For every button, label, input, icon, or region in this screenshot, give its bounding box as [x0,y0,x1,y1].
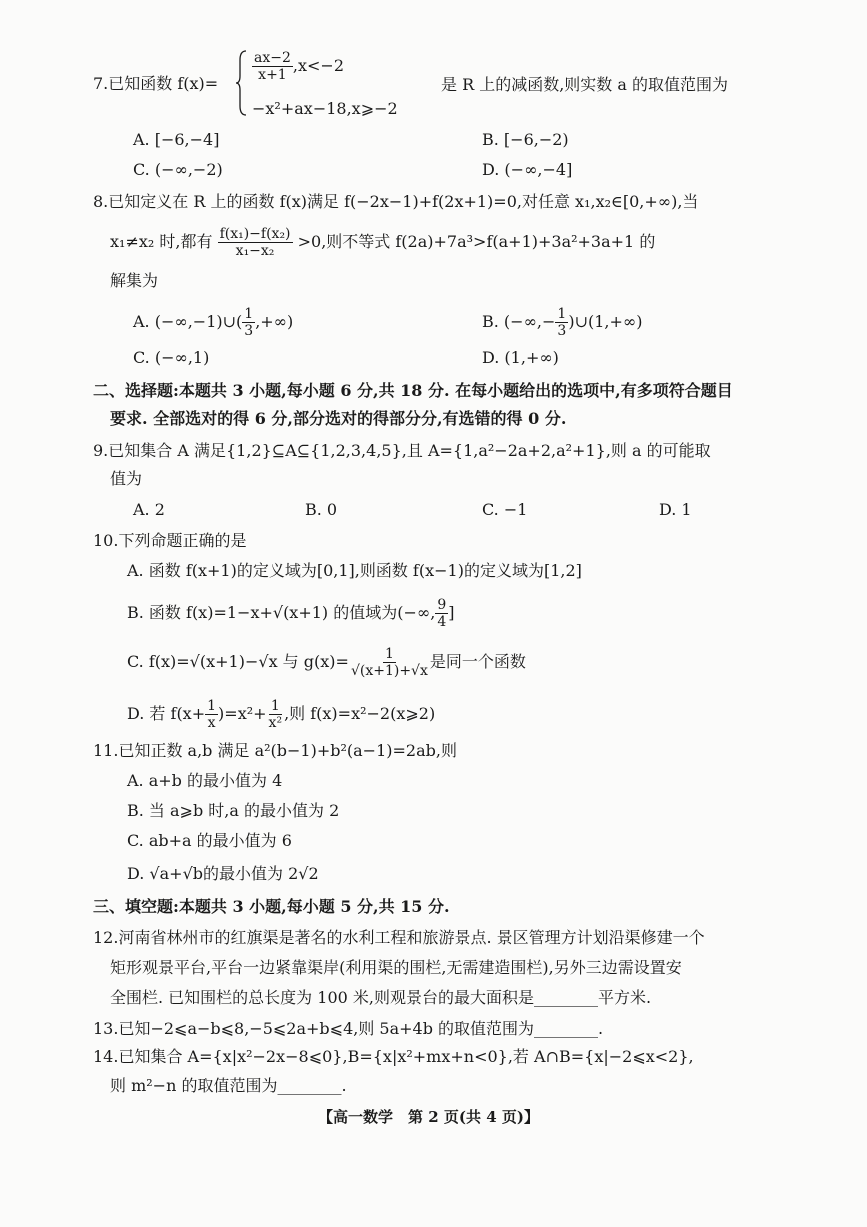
q7-option-a: A. [−6,−4] [133,130,220,149]
q10-d-denominator-1: x [207,715,216,732]
q8-option-b [482,306,642,339]
q10-stem: 10.下列命题正确的是 [93,531,247,550]
q12-line-2: 矩形观景平台,平台一边紧靠渠岸(利用渠的围栏,无需建造围栏),另外三边需设置安 [110,958,682,977]
q7-option-b: B. [−6,−2) [482,130,569,149]
q8-option-a-post: ,+∞) [255,312,294,332]
q10-option-b [127,597,454,630]
q8-option-a [133,306,293,339]
q8-option-b-fraction [555,306,568,339]
q8-option-c: C. (−∞,1) [133,348,210,367]
q10-option-d-post: ,则 f(x)=x²−2(x⩾2) [284,704,436,724]
q9-option-a: A. 2 [133,500,165,519]
q8-fraction-numerator: f(x₁)−f(x₂) [219,226,291,242]
q8-b-numerator: 1 [557,306,567,322]
q8-option-b-post: )∪(1,+∞) [568,312,643,332]
q8-line-2-post: >0,则不等式 f(2a)+7a³>f(a+1)+3a²+3a+1 的 [297,232,656,252]
section-2-line-2: 要求. 全部选对的得 6 分,部分选对的得部分分,有选错的得 0 分. [110,409,567,428]
q11-option-a: A. a+b 的最小值为 4 [127,771,283,790]
q11-stem: 11.已知正数 a,b 满足 a²(b−1)+b²(a−1)=2ab,则 [93,741,457,760]
left-brace-icon [235,50,247,116]
q10-option-d [127,698,435,731]
q8-option-a-fraction [242,306,255,339]
page-footer: 【高一数学 第 2 页(共 4 页)】 [318,1108,539,1126]
q8-line-1: 8.已知定义在 R 上的函数 f(x)满足 f(−2x−1)+f(2x+1)=0,对任意 x₁,x₂∈[0,+∞),当 [93,192,699,211]
q10-option-b-pre: B. 函数 f(x)=1−x+√(x+1) 的值域为(−∞, [127,603,436,623]
q10-option-b-post: ] [448,603,455,623]
q10-option-c [127,646,526,679]
q8-b-denominator: 3 [557,323,567,340]
q8-a-denominator: 3 [244,323,254,340]
section-2-line-1: 二、选择题:本题共 3 小题,每小题 6 分,共 18 分. 在每小题给出的选项中,有多项符合题目 [93,381,733,400]
q10-c-denominator: √(x+1)+√x [350,663,428,680]
q7-case1-condition: ,x<−2 [292,56,344,76]
q10-d-numerator-2: 1 [270,698,280,714]
q8-a-numerator: 1 [244,306,254,322]
q10-b-denominator: 4 [437,614,447,631]
q10-c-numerator: 1 [384,646,394,662]
q7-case2: −x²+ax−18,x⩾−2 [252,99,398,118]
q14-line-1: 14.已知集合 A={x|x²−2x−8⩽0},B={x|x²+mx+n<0},若 A∩B={x|−2⩽x<2}, [93,1047,694,1066]
q7-stem-start: 7.已知函数 f(x)= [93,74,219,93]
q12-line-3: 全围栏. 已知围栏的总长度为 100 米,则观景台的最大面积是________平方米. [110,988,652,1007]
q10-option-c-pre: C. f(x)=√(x+1)−√x 与 g(x)= [127,652,349,672]
q10-d-numerator-1: 1 [207,698,217,714]
q11-option-d: D. √a+√b的最小值为 2√2 [127,864,319,883]
q10-option-a: A. 函数 f(x+1)的定义域为[0,1],则函数 f(x−1)的定义域为[1,2] [127,561,582,580]
section-3-header: 三、填空题:本题共 3 小题,每小题 5 分,共 15 分. [93,897,450,916]
q8-option-d: D. (1,+∞) [482,348,559,367]
q12-line-1: 12.河南省林州市的红旗渠是著名的水利工程和旅游景点. 景区管理方计划沿渠修建一个 [93,928,705,947]
q8-option-a-pre: A. (−∞,−1)∪( [133,312,243,332]
q8-fraction-denominator: x₁−x₂ [235,243,275,260]
q10-option-d-mid: )=x²+ [218,704,267,724]
q10-c-fraction [349,646,430,679]
question-13: 13.已知−2⩽a−b⩽8,−5⩽2a+b⩽4,则 5a+4b 的取值范围为________. [93,1019,604,1038]
q9-option-c: C. −1 [482,500,528,519]
q9-line-2: 值为 [110,469,143,488]
q8-line-2 [110,226,655,259]
q10-d-denominator-2: x² [268,715,283,732]
q7-option-d: D. (−∞,−4] [482,160,573,179]
q8-fraction [218,226,293,259]
q11-option-c: C. ab+a 的最小值为 6 [127,831,292,850]
q7-case1-numerator: ax−2 [254,50,291,66]
q7-stem-end: 是 R 上的减函数,则实数 a 的取值范围为 [441,75,729,94]
q10-d-fraction-2 [267,698,285,731]
q9-option-b: B. 0 [305,500,338,519]
q9-option-d: D. 1 [659,500,692,519]
q11-option-b: B. 当 a⩾b 时,a 的最小值为 2 [127,801,340,820]
q14-line-2: 则 m²−n 的取值范围为________. [110,1076,347,1095]
q10-b-numerator: 9 [437,597,447,613]
q10-d-fraction-1 [205,698,218,731]
q10-option-c-post: 是同一个函数 [429,652,526,672]
q7-option-c: C. (−∞,−2) [133,160,223,179]
q8-line-2-pre: x₁≠x₂ 时,都有 [110,232,213,252]
q10-b-fraction [435,597,448,630]
q8-option-b-pre: B. (−∞,− [482,312,556,332]
q7-case1-fraction [252,50,293,83]
q8-line-3: 解集为 [110,271,159,290]
q7-case1-denominator: x+1 [258,67,287,84]
q10-option-d-pre: D. 若 f(x+ [127,704,206,724]
q9-line-1: 9.已知集合 A 满足{1,2}⊆A⊆{1,2,3,4,5},且 A={1,a²−2a+2,a²+1},则 a 的可能取 [93,441,711,460]
